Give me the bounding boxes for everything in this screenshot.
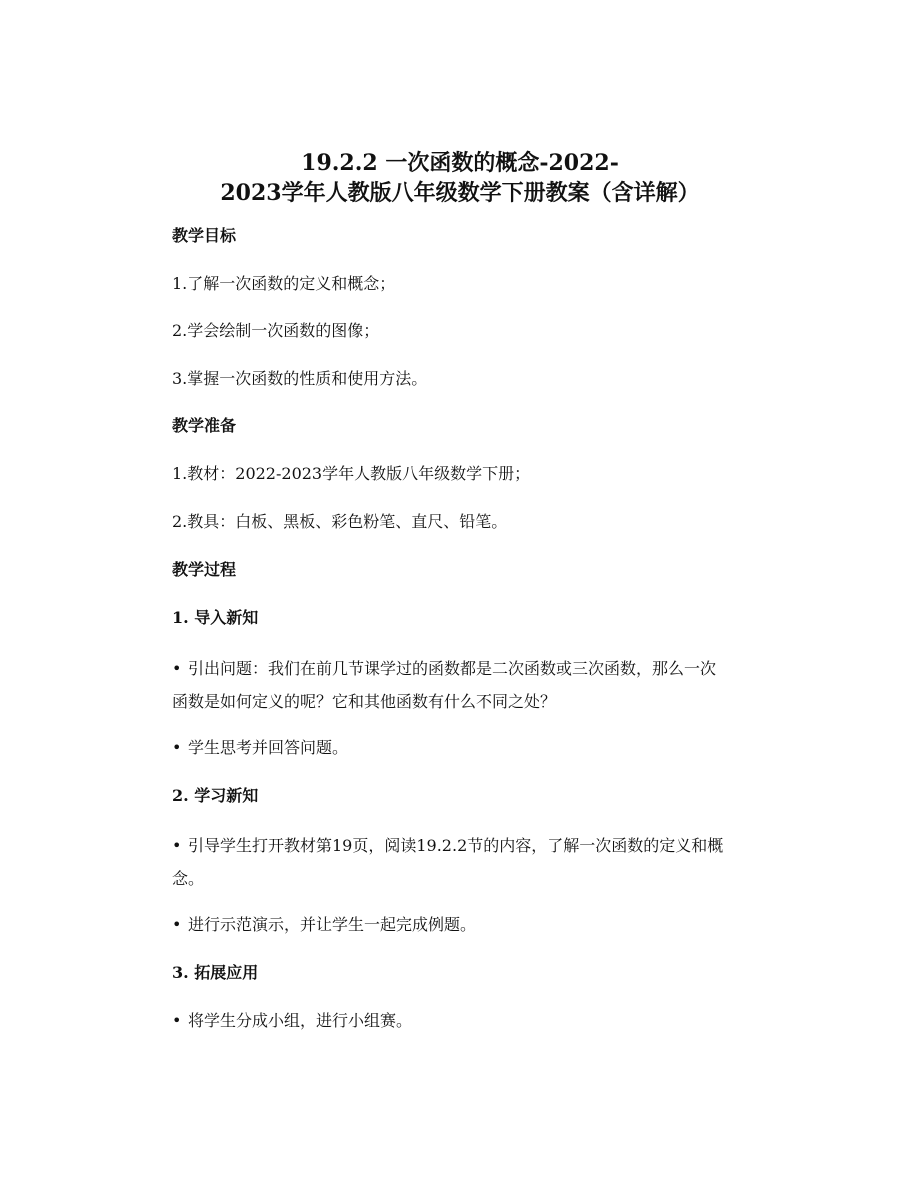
step1-bullet-1-line-2: 函数是如何定义的呢？它和其他函数有什么不同之处？	[172, 692, 557, 711]
step-heading-3: 3. 拓展应用	[172, 963, 259, 982]
prep-item-1: 1.教材：2022-2023学年人教版八年级数学下册；	[172, 464, 531, 483]
step2-bullet-1-line-2: 念。	[172, 869, 205, 888]
step1-bullet-1-line-1: 引出问题：我们在前几节课学过的函数都是二次函数或三次函数，那么一次	[188, 659, 717, 678]
document-title-line-1: 19.2.2 一次函数的概念-2022-	[301, 150, 619, 176]
section-heading-goals: 教学目标	[172, 226, 237, 245]
document-title-line-2: 2023学年人教版八年级数学下册教案（含详解）	[220, 180, 700, 206]
step1-bullet-2	[172, 736, 792, 760]
goal-item-3: 3.掌握一次函数的性质和使用方法。	[172, 369, 428, 388]
section-heading-process: 教学过程	[172, 560, 237, 579]
bullet-icon: •	[172, 659, 182, 678]
bullet-icon: •	[172, 1011, 182, 1030]
step1-bullet-2-text: 学生思考并回答问题。	[188, 738, 349, 757]
goal-item-1: 1.了解一次函数的定义和概念；	[172, 274, 396, 293]
bullet-icon: •	[172, 836, 182, 855]
step2-bullet-1	[172, 829, 792, 895]
step3-bullet-1	[172, 1009, 792, 1033]
step2-bullet-1-line-1: 引导学生打开教材第19页，阅读19.2.2节的内容，了解一次函数的定义和概	[188, 836, 724, 855]
bullet-icon: •	[172, 738, 182, 757]
step-heading-2: 2. 学习新知	[172, 786, 259, 805]
goal-item-2: 2.学会绘制一次函数的图像；	[172, 321, 380, 340]
step2-bullet-2-text: 进行示范演示，并让学生一起完成例题。	[188, 915, 477, 934]
bullet-icon: •	[172, 915, 182, 934]
step1-bullet-1	[172, 652, 792, 718]
prep-item-2: 2.教具：白板、黑板、彩色粉笔、直尺、铅笔。	[172, 512, 508, 531]
section-heading-prep: 教学准备	[172, 416, 237, 435]
step3-bullet-1-text: 将学生分成小组，进行小组赛。	[188, 1011, 413, 1030]
step2-bullet-2	[172, 913, 792, 937]
step-heading-1: 1. 导入新知	[172, 608, 259, 627]
